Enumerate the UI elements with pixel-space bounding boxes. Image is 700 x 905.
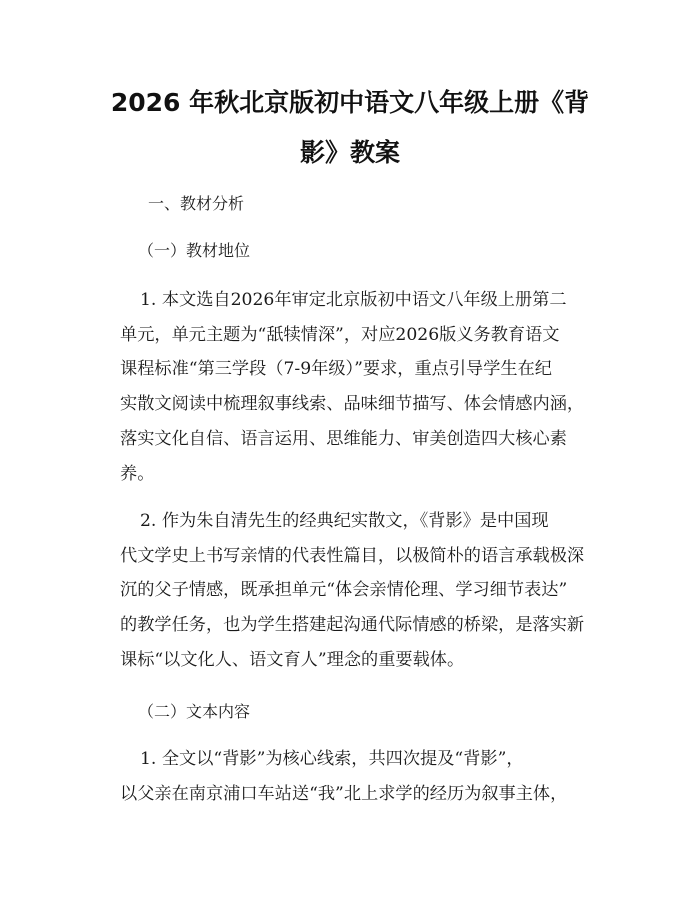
paragraph-line: 单元，单元主题为“舐犊情深”，对应2026版义务教育语文 [120, 324, 560, 345]
paragraph-line: 养。 [120, 463, 155, 484]
paragraph-line: 2. 作为朱自清先生的经典纪实散文，《背影》是中国现 [140, 511, 549, 531]
paragraph-3 [120, 742, 590, 811]
paragraph-line: 课标“以文化人、语文育人”理念的重要载体。 [120, 649, 465, 670]
paragraph-line: 代文学史上书写亲情的代表性篇目，以极简朴的语言承载极深 [120, 545, 585, 566]
paragraph-line: 以父亲在南京浦口车站送“我”北上求学的经历为叙事主体， [120, 783, 568, 804]
paragraph-line: 实散文阅读中梳理叙事线索、品味细节描写、体会情感内涵， [120, 394, 585, 415]
paragraph-line: 1. 全文以“背影”为核心线索，共四次提及“背影”， [140, 749, 524, 769]
title-line-1: 2026 年秋北京版初中语文八年级上册《背 [110, 88, 590, 117]
paragraph-2 [120, 504, 590, 678]
paragraph-line: 课程标准“第三学段（7-9年级）”要求，重点引导学生在纪 [120, 359, 552, 380]
paragraph-1 [120, 283, 590, 491]
paragraph-line: 落实文化自信、语言运用、思维能力、审美创造四大核心素 [120, 428, 567, 449]
title-line-2: 影》教案 [299, 138, 400, 167]
subsection-heading-content: （二）文本内容 [138, 702, 251, 721]
paragraph-line: 沉的父子情感，既承担单元“体会亲情伦理、学习细节表达” [120, 580, 568, 601]
section-heading-analysis: 一、教材分析 [148, 194, 245, 213]
paragraph-line: 1. 本文选自2026年审定北京版初中语文八年级上册第二 [140, 290, 567, 310]
subsection-heading-position: （一）教材地位 [138, 241, 251, 260]
paragraph-line: 的教学任务，也为学生搭建起沟通代际情感的桥梁，是落实新 [120, 615, 585, 636]
document-title [100, 78, 600, 178]
